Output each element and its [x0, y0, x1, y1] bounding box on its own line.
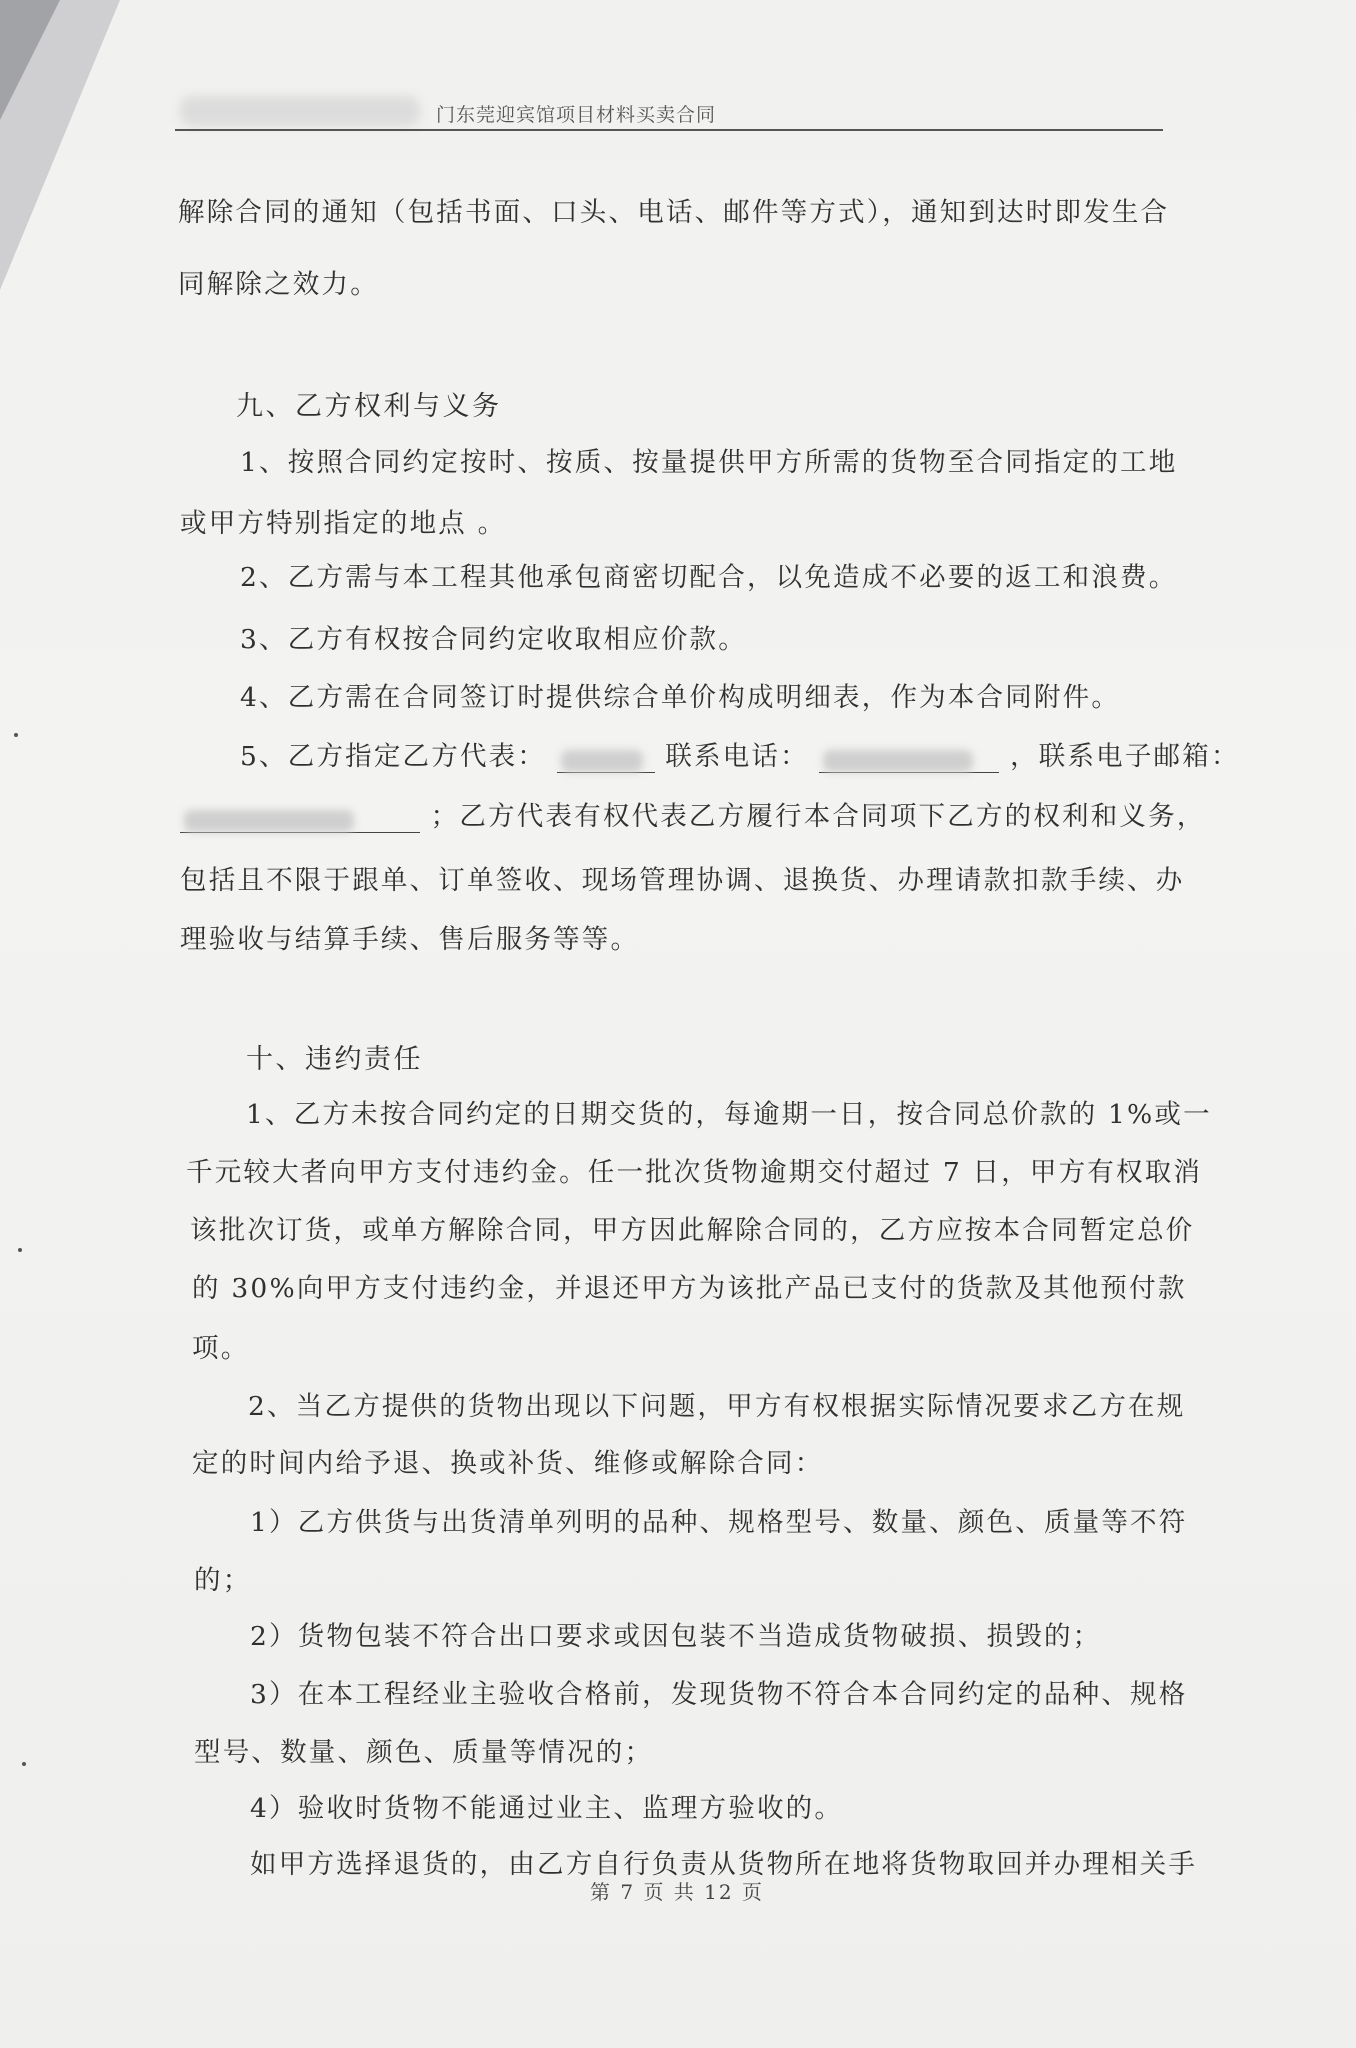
s10-item1-line1: 1、乙方未按合同约定的日期交货的，每逾期一日，按合同总价款的 1%或一 — [246, 1099, 1212, 1130]
scan-speck — [18, 1248, 22, 1252]
redacted-email — [184, 810, 354, 832]
s9-item5-line3: 包括且不限于跟单、订单签收、现场管理协调、退换货、办理请款扣款手续、办 — [180, 865, 1185, 896]
redacted-name — [561, 750, 643, 772]
s9-item4: 4、乙方需在合同签订时提供综合单价构成明细表，作为本合同附件。 — [240, 682, 1121, 713]
s9-item3: 3、乙方有权按合同约定收取相应价款。 — [240, 624, 747, 655]
s10-sub2: 2）货物包装不符合出口要求或因包装不当造成货物破损、损毁的； — [250, 1621, 1102, 1652]
page-number: 第 7 页 共 12 页 — [590, 1880, 764, 1904]
s10-item1-line4: 的 30%向甲方支付违约金，并退还甲方为该批产品已支付的货款及其他预付款 — [192, 1273, 1187, 1304]
redacted-phone — [823, 750, 973, 772]
s9-item5-line1 — [240, 734, 1240, 773]
s9-item5-line4: 理验收与结算手续、售后服务等等。 — [180, 924, 640, 955]
s10-sub1-line1: 1）乙方供货与出货清单列明的品种、规格型号、数量、颜色、质量等不符 — [250, 1507, 1188, 1538]
header-rule — [175, 129, 1163, 131]
s10-sub4: 4）验收时货物不能通过业主、监理方验收的。 — [250, 1793, 844, 1824]
phone-field — [819, 748, 999, 773]
page-fold-corner — [0, 0, 60, 120]
s9-item1-line2: 或甲方特别指定的地点 。 — [180, 508, 507, 539]
last-line: 如甲方选择退货的，由乙方自行负责从货物所在地将货物取回并办理相关手 — [250, 1849, 1198, 1880]
scan-speck — [14, 733, 18, 737]
s10-sub3-line2: 型号、数量、颜色、质量等情况的； — [194, 1737, 654, 1768]
s10-sub1-line2: 的； — [194, 1565, 252, 1596]
s10-item1-line3: 该批次订货，或单方解除合同，甲方因此解除合同的，乙方应按本合同暂定总价 — [190, 1215, 1195, 1246]
intro-line-2: 同解除之效力。 — [178, 269, 379, 300]
s10-sub3-line1: 3）在本工程经业主验收合格前，发现货物不符合本合同约定的品种、规格 — [250, 1679, 1188, 1710]
s10-item2-line1: 2、当乙方提供的货物出现以下问题，甲方有权根据实际情况要求乙方在规 — [248, 1391, 1186, 1422]
section-9-title: 九、乙方权利与义务 — [236, 391, 502, 422]
s9-item5-line2 — [180, 794, 1206, 833]
s10-item2-line2: 定的时间内给予退、换或补货、维修或解除合同： — [192, 1448, 824, 1479]
redacted-header-region — [180, 96, 420, 126]
s9-item5-part3: ，联系电子邮箱： — [1010, 741, 1240, 772]
s10-item1-line2: 千元较大者向甲方支付违约金。任一批次货物逾期交付超过 7 日，甲方有权取消 — [186, 1157, 1203, 1188]
s9-item1-line1: 1、按照合同约定按时、按质、按量提供甲方所需的货物至合同指定的工地 — [240, 447, 1178, 478]
representative-name-field — [557, 748, 655, 773]
header-title: 门东莞迎宾馆项目材料买卖合同 — [436, 104, 717, 126]
s10-item1-line5: 项。 — [192, 1333, 250, 1364]
scan-speck — [22, 1762, 26, 1766]
s9-item2: 2、乙方需与本工程其他承包商密切配合，以免造成不必要的返工和浪费。 — [240, 562, 1178, 593]
section-10-title: 十、违约责任 — [246, 1044, 423, 1075]
s9-item5-part1: 5、乙方指定乙方代表： — [240, 741, 547, 772]
email-field — [180, 808, 420, 833]
s9-item5-part2: 联系电话： — [665, 741, 809, 772]
intro-line-1: 解除合同的通知（包括书面、口头、电话、邮件等方式），通知到达时即发生合 — [178, 197, 1170, 228]
s9-item5-line2-text: ；乙方代表有权代表乙方履行本合同项下乙方的权利和义务， — [430, 801, 1206, 832]
